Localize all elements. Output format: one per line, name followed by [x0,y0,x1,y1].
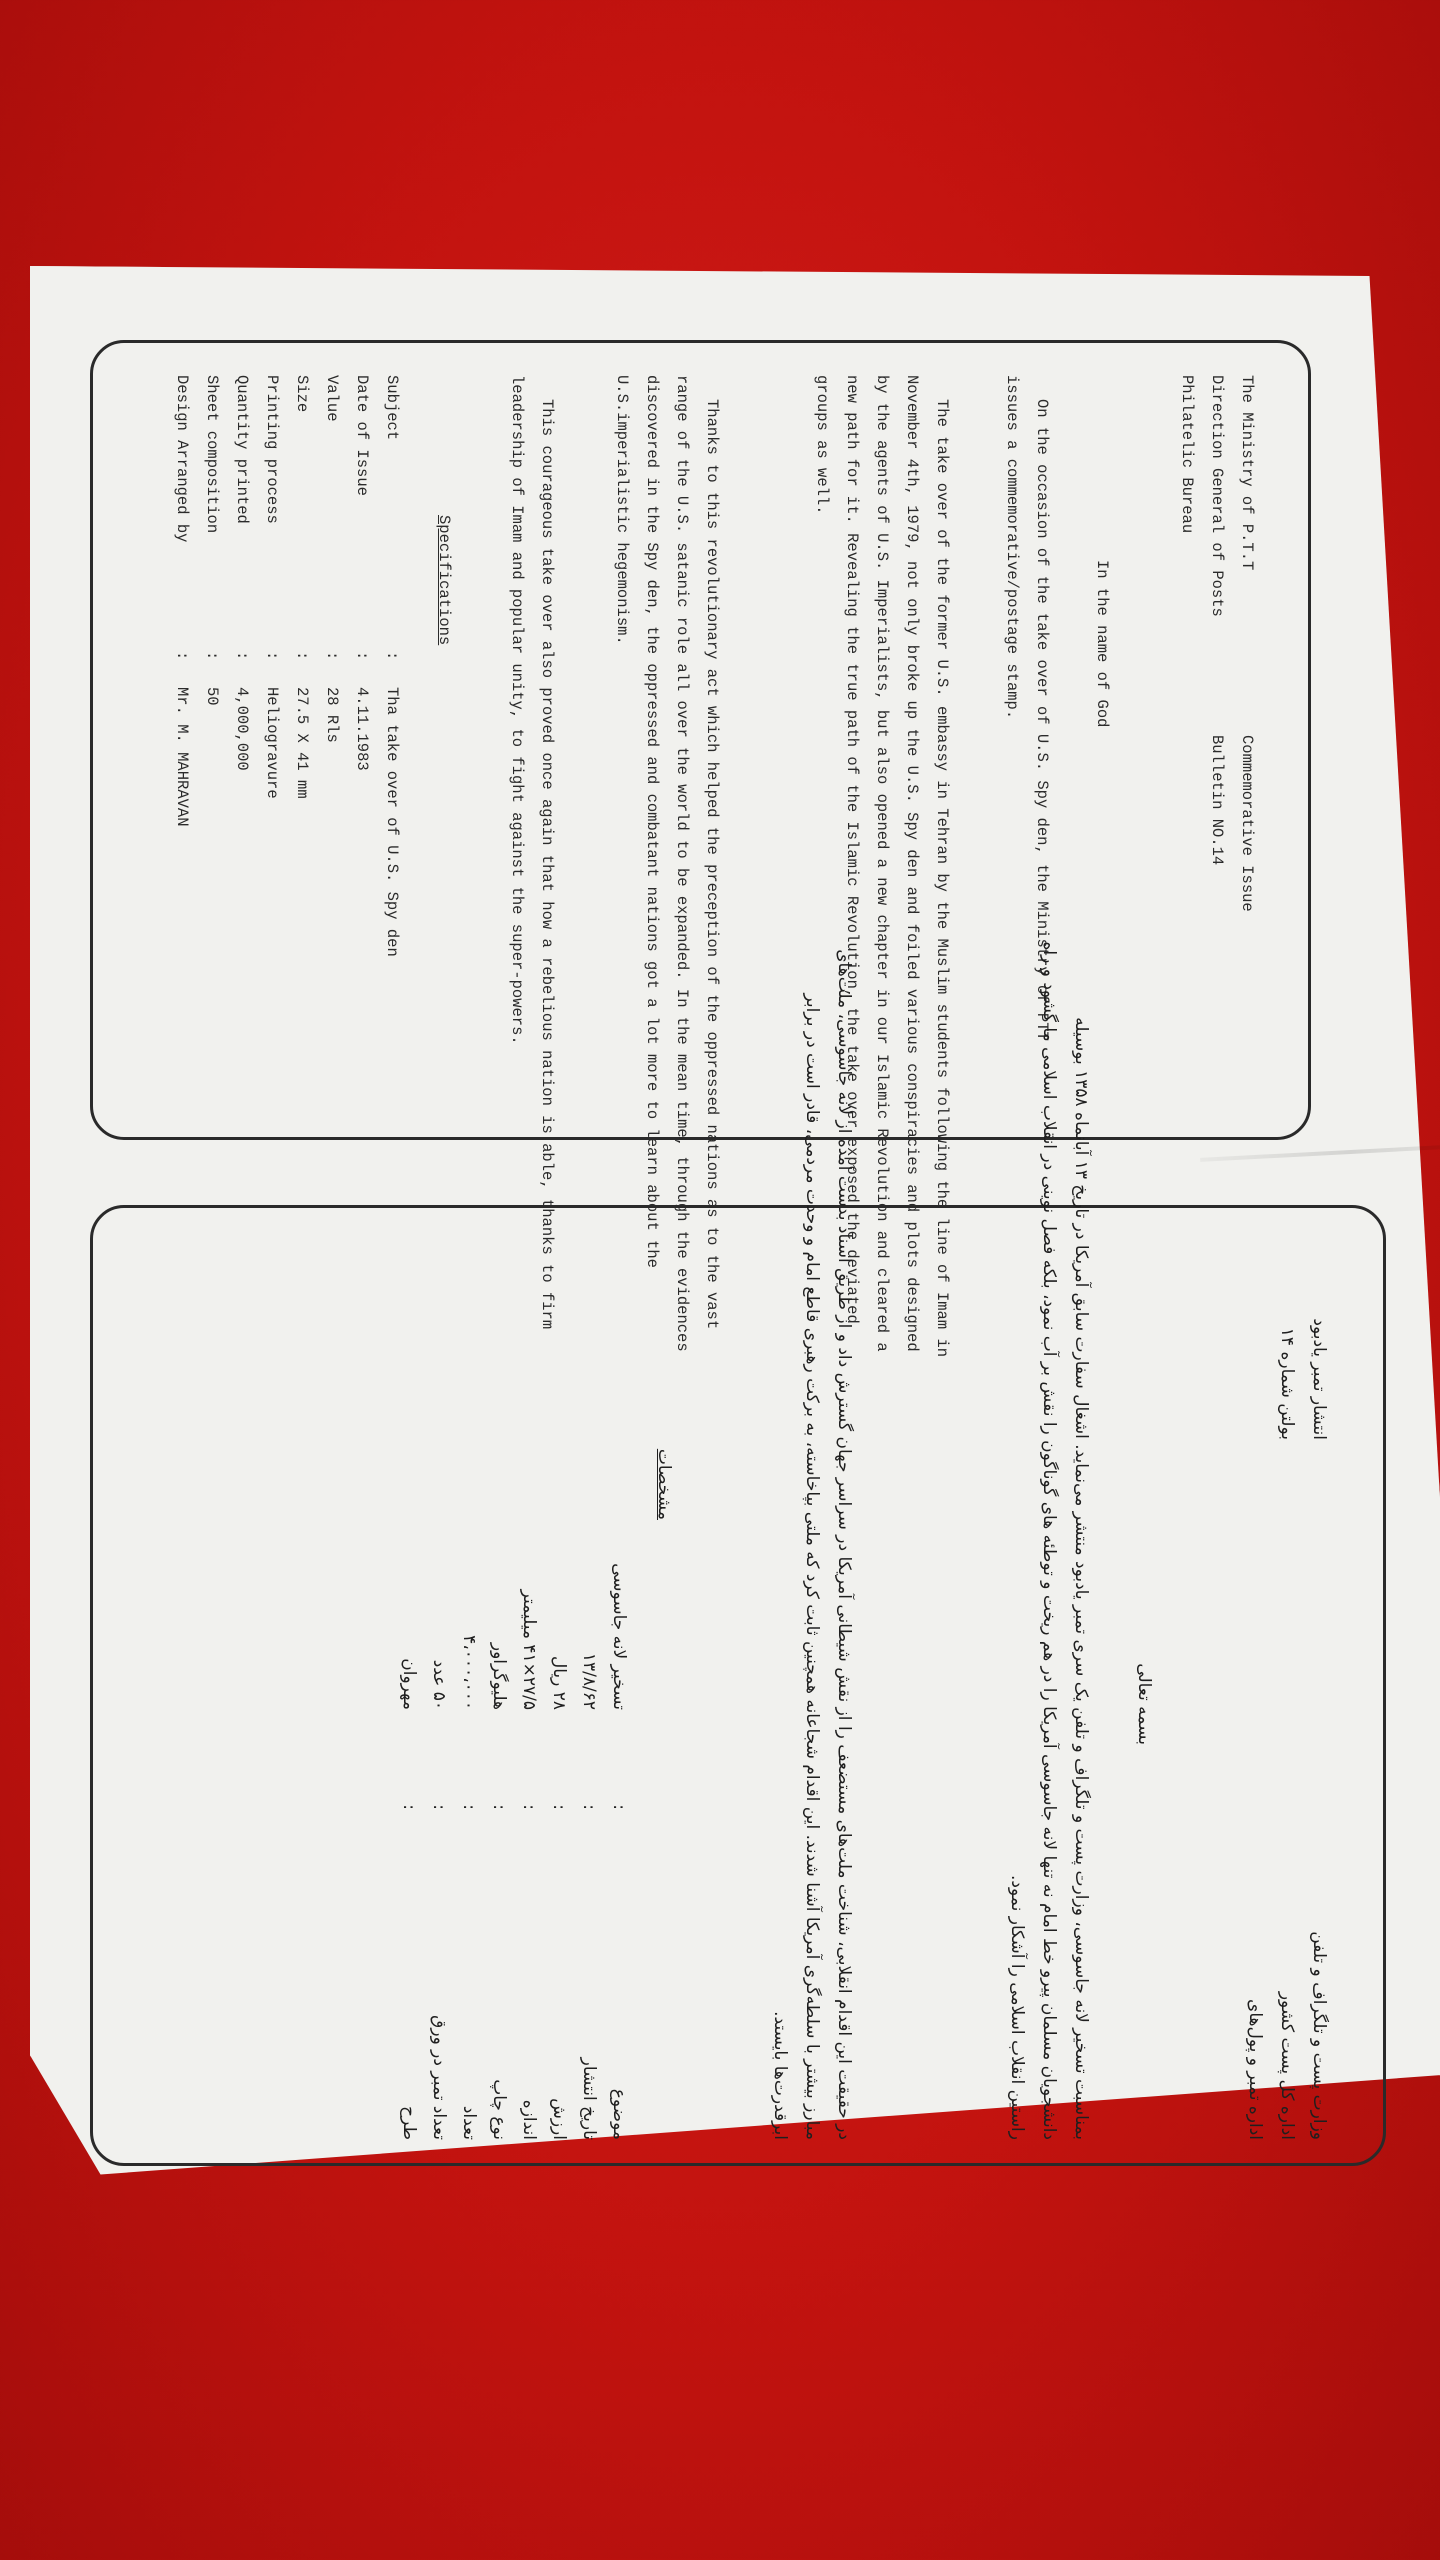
spec-key: Size [293,375,311,413]
persian-header-left [1271,1318,1335,1440]
spec-value: ۲۷/۵×۴۱ میلیمتر [519,1589,539,1710]
persian-issue-type: انتشار تمبر یادبود [1309,1318,1329,1440]
spec-row-sheet [197,375,227,1187]
persian-spec-row [485,1320,515,2140]
spec-colon: : [263,651,281,661]
english-header-left [1172,375,1262,617]
spec-colon: : [609,1804,629,1810]
spec-row-subject [377,375,407,1187]
persian-bureau-name: اداره تمبر و پول‌های [1245,1999,1265,2140]
spec-key: Design Arranged by [173,375,191,543]
spec-value: تسخیر لانه جاسوسی [609,1563,629,1710]
spec-colon: : [549,1804,569,1810]
spec-value: هلیوگراور [489,1642,509,1710]
persian-spec-row [545,1320,575,2140]
spec-key: Quantity printed [233,375,251,524]
paragraph-2: Thanks to this revolutionary act which helped the preception of the oppressed nations as to the vast range of the U.S. satanic role all over the world to be expanded. In the mean time, through the evidences discovered in the Spy den, the oppressed and combatant nations got a lot more to learn about the U.S.imperialistic hegemonism. [613,375,721,1352]
spec-row-quantity [227,375,257,1187]
spec-colon: : [323,651,341,661]
persian-spec-row [395,1320,425,2140]
spec-value: ۱۳/۸/۶۲ [579,1652,599,1710]
spec-colon: : [579,1804,599,1810]
spec-value: 50 [203,687,221,706]
bureau-name: Philatelic Bureau [1178,375,1196,534]
spec-key: Printing process [263,375,281,524]
spec-value: 4.11.1983 [353,687,371,771]
spec-key: Subject [383,375,401,441]
issue-type: Commemorative Issue [1238,735,1256,912]
spec-row-value [317,375,347,1187]
persian-paragraph-2: در حقیقت این اقدام انقلابی، شناخت ملت‌های مستضعف را از نقش شیطانی آمریکا در سراسر جهان گسترش داد و از طریق اسناد بدست آمده از لانه جاسوسی، ملت‌های مبارز بیشتر با سلطه‌گری آمریکا آشنا شدند. این اقدام شجاعانه همچنین ثابت کرد که ملتی بپاخاسته، به برکت رهبری قاطع امام و وحدت مردمی، قادر است در برابر ابرقدرت‌ها بایستد. [770,949,854,2140]
spec-value: 28 Rls [323,687,341,743]
spec-colon: : [353,651,371,661]
spec-row-date [347,375,377,1187]
spec-row-design [167,375,197,1187]
spec-value: ۲۸ ریال [549,1655,569,1710]
spec-colon: : [489,1804,509,1810]
spec-key: Date of Issue [353,375,371,496]
persian-spec-row [455,1320,485,2140]
persian-bulletin-number: بولتن شماره ۱۴ [1277,1327,1297,1440]
spec-row-size [287,375,317,1187]
spec-colon: : [173,651,191,661]
spec-value: Mr. M. MAHRAVAN [173,687,191,827]
spec-key: تاریخ انتشار [579,2057,599,2140]
spec-colon: : [203,651,221,661]
paragraph-1: The take over of the former U.S. embassy in Tehran by the Muslim students following the line of Imam in November 4th, 1979, not only broke up the U.S. Spy den and foiled various conspiracies and plots designed by the agents of U.S. Imperialists, but also opened a new chapter in our Islamic Revolution and cleared a new path for it. Revealing the true path of the Islamic Revolution, the take over exposed the deviated groups as well. [813,375,951,1358]
spec-key: Sheet composition [203,375,221,534]
persian-specifications-list [395,1320,635,2140]
spec-row-printing [257,375,287,1187]
spec-key: Value [323,375,341,422]
spec-value: 4,000,000 [233,687,251,771]
english-header-right [1202,735,1262,912]
spec-key: اندازه [519,2099,539,2140]
spec-value: Heliogravure [263,687,281,799]
spec-value: Tha take over of U.S. Spy den [383,687,401,957]
persian-ministry-name: وزارت پست و تلگراف و تلفن [1309,1931,1329,2140]
spec-key: طرح [399,2106,419,2140]
spec-colon: : [519,1804,539,1810]
specifications-list [167,375,407,1187]
spec-colon: : [383,651,401,661]
intro-paragraph: On the occasion of the take over of U.S. Spy den, the Ministry of PTT issues a commemorative/postage stamp. [1003,375,1051,1041]
persian-bulletin [95,941,1335,2140]
persian-paragraph-1: بمناسبت تسخیر لانه جاسوسی، وزارت پست و تلگراف و تلفن یک سری تمبر یادبود منتشر می‌نماید. اشغال سفارت سابق آمریکا در تاریخ ۱۳ آبانماه ۱۳۵۸ بوسیله دانشجویان مسلمان پیرو خط امام نه تنها لانه جاسوسی آمریکا را در هم ریخت و توطئه های گوناگون را نقش بر آب نمود، بلکه فصل نوینی در انقلاب اسلامی ما گشود و راه راستین انقلاب اسلامی را آشکار نمود. [1007,941,1091,2140]
spec-key: ارزش [549,2098,569,2140]
spec-value: مهروان [399,1658,419,1710]
persian-spec-row [515,1320,545,2140]
persian-spec-row [605,1320,635,2140]
persian-header-right [1239,1931,1335,2140]
spec-key: تعداد [459,2105,479,2140]
persian-spec-row [575,1320,605,2140]
persian-directorate-name: اداره کل پست کشور [1277,1991,1297,2140]
spec-colon: : [293,651,311,661]
spec-colon: : [233,651,251,661]
paragraph-3: This courageous take over also proved once again that how a rebelious nation is able, thanks to firm leadership of Imam and popular unity, to fight against the super-powers. [508,375,556,1330]
spec-key: تعداد تمبر در ورق [429,2015,449,2140]
spec-colon: : [399,1804,419,1810]
spec-value: ۴،۰۰۰،۰۰۰ [459,1635,479,1710]
persian-specifications-title: مشخصات [654,1448,674,1520]
spec-colon: : [429,1804,449,1810]
spec-value: 27.5 X 41 mm [293,687,311,799]
persian-spec-row [425,1320,455,2140]
spec-key: نوع چاپ [489,2079,509,2140]
spec-value: ۵۰ عدد [429,1659,449,1710]
spec-key: موضوع [609,2088,629,2140]
spec-colon: : [459,1804,479,1810]
bulletin-number: Bulletin NO.14 [1208,735,1226,866]
ministry-name: The Ministry of P.T.T [1238,375,1256,571]
directorate-name: Direction General of Posts [1208,375,1226,617]
specifications-title: Specifications [435,515,453,646]
name-of-god: In the name of God [1093,560,1111,728]
persian-name-of-god: بسمه تعالی [1134,1663,1154,1745]
